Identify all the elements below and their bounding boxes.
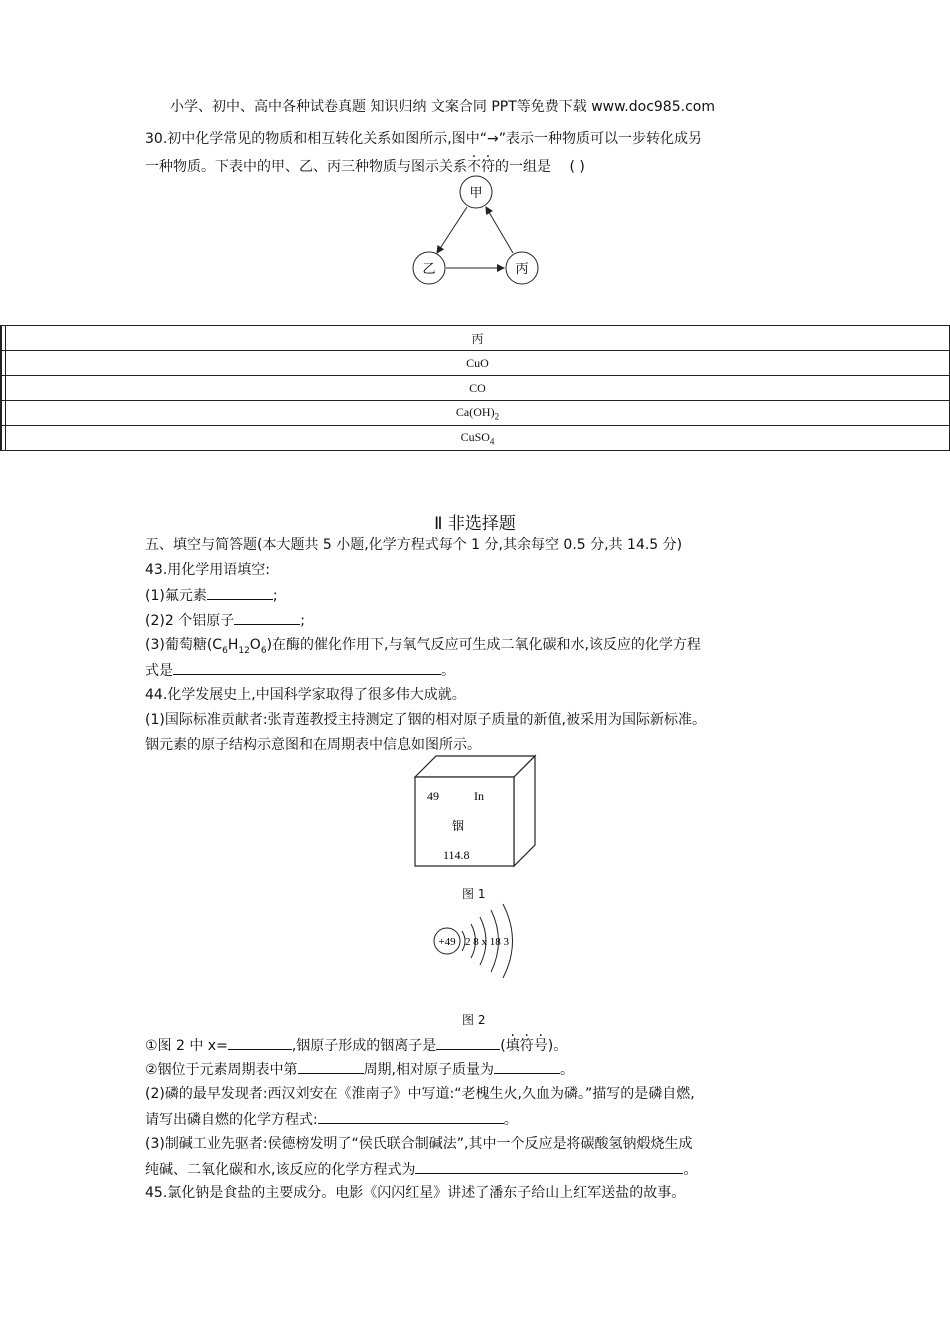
q44-part1-line1: (1)国际标准贡献者:张青莲教授主持测定了铟的相对原子质量的新值,被采用为国际新标准。 xyxy=(145,712,706,728)
q43-part2: (2)2 个铝原子 ; xyxy=(145,610,305,631)
q44-part3-line1: (3)制碱工业先驱者:侯德榜发明了“侯氏联合制碱法”,其中一个反应是将碳酸氢钠煅烧生成 xyxy=(145,1136,693,1152)
node-jia-label: 甲 xyxy=(469,186,483,201)
q30-line1: 30.初中化学常见的物质和相互转化关系如图所示,图中“→”表示一种物质可以一步转化成另 xyxy=(145,131,702,147)
q43-stem: 43.用化学用语填空: xyxy=(145,562,270,578)
q44-stem: 44.化学发展史上,中国科学家取得了很多伟大成就。 xyxy=(145,687,466,703)
table-cell: $Ca(OH)_2$ xyxy=(6,401,950,426)
table-row xyxy=(1,376,950,401)
q43-part3-line2: 式是 。 xyxy=(145,660,455,681)
answer-blank[interactable] xyxy=(228,1035,292,1050)
q44-sub1: ①图 2 中 x= ,铟原子形成的铟离子是 (填符号)。 xyxy=(145,1035,567,1056)
atomic-number: 49 xyxy=(427,789,439,803)
nucleus-charge: +49 xyxy=(438,936,456,948)
table-row xyxy=(1,351,950,376)
table-cell: CuO xyxy=(6,351,950,376)
q44-sub2: ②铟位于元素周期表中第 周期,相对原子质量为 。 xyxy=(145,1059,574,1080)
node-bing-label: 丙 xyxy=(515,262,529,277)
section-title: Ⅱ 非选择题 xyxy=(434,514,516,534)
periodic-cell-figure xyxy=(412,753,538,869)
table-header-bing: 丙 xyxy=(6,326,950,351)
electron-shells: 2 8 x 18 3 xyxy=(465,936,509,948)
q44-part1-line2: 铟元素的原子结构示意图和在周期表中信息如图所示。 xyxy=(145,737,481,753)
table-cell: CuSO$_4$ xyxy=(6,426,950,451)
conversion-diagram xyxy=(405,172,545,290)
q30-line2: 一种物质。下表中的甲、乙、丙三种物质与图示关系不符的一组是 ( ) xyxy=(145,159,585,175)
q45-stem: 45.氯化钠是食盐的主要成分。电影《闪闪红星》讲述了潘东子给山上红军送盐的故事。 xyxy=(145,1185,686,1201)
table-row xyxy=(1,426,950,451)
table-row xyxy=(1,401,950,426)
answer-bracket: ( ) xyxy=(569,159,585,175)
node-yi-label: 乙 xyxy=(422,262,436,277)
atomic-structure-figure xyxy=(428,900,528,982)
atomic-mass: 114.8 xyxy=(443,848,470,862)
q44-part3-line2: 纯碱、二氧化碳和水,该反应的化学方程式为 。 xyxy=(145,1159,697,1180)
q44-part2-line1: (2)磷的最早发现者:西汉刘安在《淮南子》中写道:“老槐生火,久血为磷。”描写的是磷自燃, xyxy=(145,1086,695,1102)
answer-blank[interactable] xyxy=(415,1159,683,1174)
section-intro: 五、填空与简答题(本大题共 5 小题,化学方程式每个 1 分,其余每空 0.5 分,共 14.5 分) xyxy=(145,537,683,553)
q44-part2-line2: 请写出磷自燃的化学方程式: 。 xyxy=(145,1109,518,1130)
options-table xyxy=(0,325,950,451)
answer-blank[interactable] xyxy=(436,1035,500,1050)
answer-blank[interactable] xyxy=(207,585,273,600)
figure1-caption: 图 1 xyxy=(462,887,486,901)
element-symbol: In xyxy=(474,789,484,803)
q43-part3-line1: (3)葡萄糖$(C_6H_{12}O_6)$在酶的催化作用下,与氧气反应可生成二氧化碳和水,该反应的化学方程 xyxy=(145,637,701,656)
arrow-bing-to-jia xyxy=(486,207,513,253)
arrow-jia-to-yi xyxy=(437,207,467,253)
q43-part1: (1)氟元素 ; xyxy=(145,585,278,606)
page-header: 小学、初中、高中各种试卷真题 知识归纳 文案合同 PPT等免费下载 www.doc985.com xyxy=(170,99,715,115)
table-header-row xyxy=(1,326,950,351)
table-cell: CO xyxy=(6,376,950,401)
answer-blank[interactable] xyxy=(173,660,441,675)
answer-blank[interactable] xyxy=(494,1059,560,1074)
figure2-caption: 图 2 xyxy=(462,1013,486,1027)
answer-blank[interactable] xyxy=(318,1109,504,1124)
element-name: 铟 xyxy=(452,819,465,833)
answer-blank[interactable] xyxy=(234,610,300,625)
answer-blank[interactable] xyxy=(298,1059,364,1074)
